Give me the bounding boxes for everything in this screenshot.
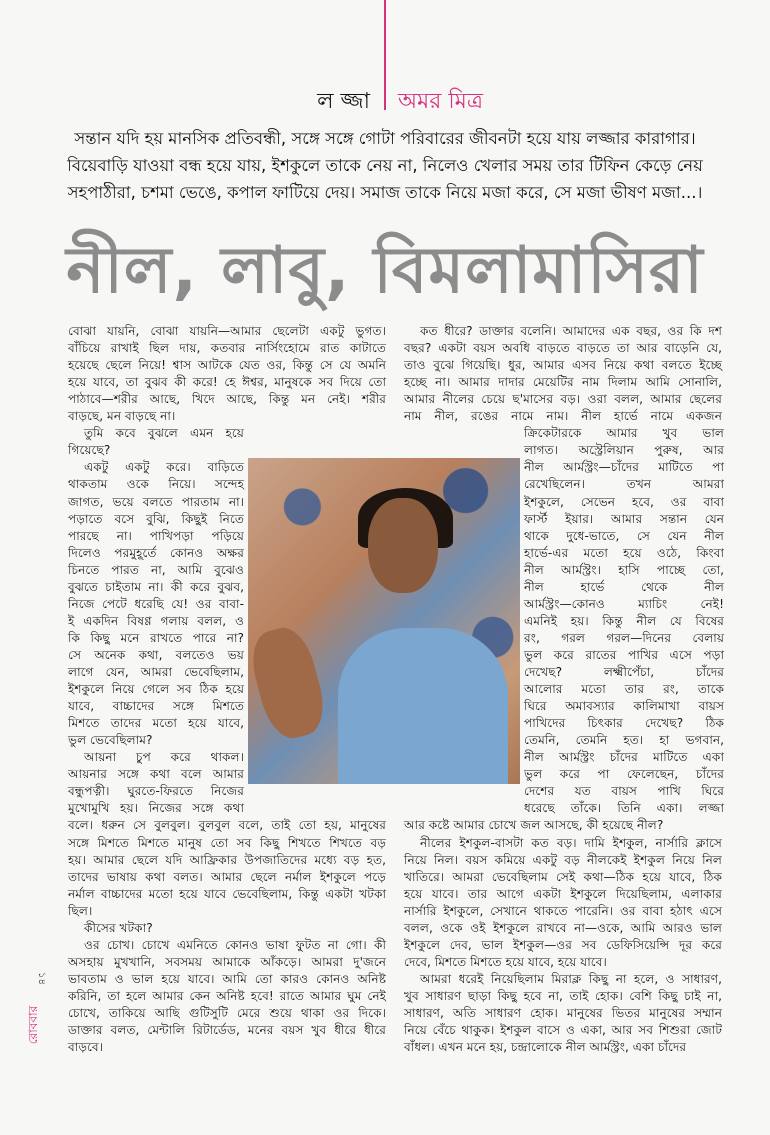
text-line: দেশের যত বায়স পাখি ঘিরে [524, 784, 724, 799]
magazine-name: রোববার [26, 1005, 41, 1045]
text-line: কত ধীরে? ডাক্তার বলেনি। আমাদের এক বছর, ওর কি দশ [420, 324, 722, 338]
text-line: নীল আর্মস্ট্রং চাঁদের মাটিতে একা [524, 750, 724, 765]
text-line: সে অনেক কথা, বলতেও ভয় [68, 647, 244, 662]
text-line: ই একদিন বিষণ্ণ গলায় বলল, ও [68, 613, 244, 628]
text-line: পাঠাবে—শরীর আছে, খিদে আছে, কিন্তু মন নেই। শরীর [68, 392, 386, 407]
text-line: বন্ধুপত্নী। ঘুরতে-ফিরতে নিজের [68, 784, 244, 799]
text-line: নিয়ে নিল। বয়স কমিয়ে একটু বড় নীলকেই ইশকুল নিয়ে নিল [404, 852, 722, 867]
text-line: অসহায় মুখখানি, সবসময় আমাকে আঁকড়ে। আমরা দু'জনে [68, 954, 386, 969]
text-line: আর্মস্ট্রং—কোনও ম্যাচিং নেই! [524, 596, 724, 611]
text-line: ভুল ভেবেছিলাম? [68, 733, 153, 748]
text-line: বলল, ওকে ওই ইশকুলে রাখবে না—ওকে, আমি আরও ভাল [404, 920, 722, 935]
header-divider [384, 0, 386, 110]
text-line: নিজে পেটে ধরেছি যে! ওর বাবা- [68, 596, 244, 611]
text-line: থাকতাম ওকে নিয়ে। সন্দেহ [68, 477, 244, 492]
page-number: ১৪ [35, 972, 47, 985]
text-line: হয়। আমার ছেলে যদি আফ্রিকার উপজাতিদের মধ্যে বড় হত, [68, 852, 386, 867]
text-line: সঙ্গে মিশতে মিশতে মানুষ তো সব কিছু শিখতে শিখতে বড় [68, 835, 386, 850]
article-photo [248, 458, 520, 784]
text-line: এমনিই হয়। কিন্তু নীল যে বিষের [524, 613, 724, 628]
text-line: নীল আর্মস্ট্রং। হাসি পাচ্ছে তো, [524, 562, 724, 577]
text-line: হয়ে যাবে। তার আগে একটা ইশকুলে দিয়েছিলাম, এলাকার [404, 886, 722, 901]
text-line: চোখে, তাকিয়ে আছি গুটিসুটি মেরে শুয়ে থাকা ওর দিকে। [68, 1006, 386, 1020]
text-line: তেমনি, তেমনি হত। হা ভগবান, [524, 733, 724, 748]
text-line: ভাবতাম ও ভাল হয়ে যাবে। আমি তো কারও কোনও অনিষ্ট [68, 971, 386, 986]
text-line: নাম নীল, রঙের নামে নাম। নীল হার্ভে নামে একজন [404, 409, 722, 424]
text-line: রেখেছিলেন। তখন আমরা [524, 477, 724, 492]
text-line: তাও বুঝে গিয়েছি। ধুর, আমার এসব নিয়ে কথা বলতে ইচ্ছে [404, 358, 722, 373]
text-line: ক্রিকেটারকে আমার খুব ভাল [524, 426, 724, 441]
text-line: দেখেছ? লক্ষ্মীপেঁচা, চাঁদের [524, 665, 724, 679]
text-line: আমরা ধরেই নিয়েছিলাম মিরাক্ল কিছু না হলে, ও সাধারণ, [420, 971, 722, 986]
section-label: ল জ্জা [317, 89, 370, 114]
text-line: বুঝতে চাইতাম না। কী করে বুঝব, [68, 579, 244, 594]
text-line: ইশকুলে, সেভেন হবে, ওর বাবা [524, 494, 724, 509]
text-line: নীল আর্মস্ট্রং—চাঁদের মাটিতে পা [524, 460, 724, 475]
text-line: ওর চোখ। চোখে এমনিতে কোনও ভাষা ফুটত না গো। কী [84, 937, 386, 952]
text-line: পারছে না। পাখিপড়া পড়িয়ে [68, 528, 244, 543]
article-title: নীল, লাবু, বিমলামাসিরা [66, 234, 704, 308]
text-line: ছিল। [68, 903, 93, 918]
text-line: সাধারণ, অতি সাধারণ হোক। মানুষের ভিতর মানুষের সম্মান [404, 1006, 722, 1020]
page-sidebar [28, 970, 58, 1070]
intro-standfirst [60, 125, 710, 206]
text-line: জাগত, ভয়ে বলতে পারতাম না। [68, 494, 244, 509]
text-line: লাগত। অস্ট্রেলিয়ান পুরুষ, আর [524, 443, 724, 458]
text-line: ভুল করে পা ফেলেছেন, চাঁদের [524, 767, 724, 782]
text-line: আর কষ্টে আমার চোখে জল আসছে, কী হয়েছে নীল? [404, 818, 664, 833]
text-line: নীল হার্ভে থেকে নীল [524, 579, 724, 594]
text-line: কি কিছু মনে রাখতে পারে না? [68, 630, 244, 645]
text-line: রং, গরল গরল—দিনের বেলায় [524, 630, 724, 645]
text-line: হয়ে যাবে, তা বুঝব কী করে! হে ঈশ্বর, মানুষকে সব দিয়ে তো [68, 375, 386, 390]
text-line: যাবে, বাচ্চাদের সঙ্গে মিশতে [68, 699, 244, 714]
text-line: মিশতে তাদের মতো হয়ে যাবে, [68, 716, 244, 731]
text-line: ভুল করে রাতের পাখির এসে পড়া [524, 647, 724, 662]
text-line: তাদের ভাষায় কথা বলত। আমার ছেলে নর্মাল ইশকুলে পড়ে [68, 869, 386, 884]
text-line: মুখোমুখি হয়। নিজের সঙ্গে কথা [68, 801, 244, 816]
text-line: ঘিরে অমাবস্যার কালিমাখা বায়স [524, 699, 724, 714]
text-line: নীলের ইশকুল-বাসটা কত বড়। দামি ইশকুল, নার্সারি ক্লাসে [420, 835, 722, 850]
text-line: বলে। ধরুন সে বুলবুল। বুলবুল বলে, তাই তো হয়, মানুষের [68, 818, 386, 833]
text-line: বাঁধল। এখন মনে হয়, চন্দ্রালোকে নীল আর্মস্ট্রং, একা চাঁদের [404, 1040, 687, 1055]
text-line: বোঝা যায়নি, বোঝা যায়নি—আমার ছেলেটা একটু ভুগত। [68, 324, 386, 338]
text-line: ফার্স্ট ইয়ার। আমার সন্তান যেন [524, 511, 724, 526]
text-line: ইশকুলে নিয়ে গেলে সব ঠিক হয়ে [68, 682, 244, 697]
text-line: বাড়ছে, মন বাড়ছে না। [68, 409, 176, 424]
text-line: দিলেও পরমুহূর্তে কোনও অক্ষর [68, 545, 244, 560]
intro-line: সহপাঠীরা, চশমা ভেঙে, কপাল ফাটিয়ে দেয়। সমাজ তাকে নিয়ে মজা করে, সে মজা ভীষণ মজা...। [67, 183, 703, 202]
text-line: হার্ভে-এর মতো হয়ে ওঠে, কিংবা [524, 545, 724, 560]
text-line: নিয়ে বেঁচে থাকুক। ইশকুল বাসে ও একা, আর সব শিশুরা জোট [404, 1023, 722, 1038]
text-line: খাতিরে। আমরা ভেবেছিলাম সেই কথা—ঠিক হয়ে যাবে, ঠিক [404, 869, 722, 884]
text-line: করিনি, তা হলে আমার কেন অনিষ্ট হবে! রাতে আমার ঘুম নেই [68, 988, 386, 1003]
text-line: একটু একটু করে। বাড়িতে [84, 460, 244, 475]
text-line: দেবে, মিশতে মিশতে হয়ে যাবে, হয়ে যাবে। [404, 954, 607, 969]
text-line: কীসের খটকা? [84, 920, 153, 935]
text-line: আমার নীলের চেয়ে ছ'মাসের বড়। ওরা বলল, আমার ছেলের [404, 392, 722, 407]
text-line: পাখিদের চিৎকার দেখেছ? ঠিক [524, 716, 724, 731]
text-line: থাকে দুধে-ভাতে, সে যেন নীল [524, 528, 724, 543]
text-line: আয়না চুপ করে থাকল। [84, 750, 244, 765]
text-line: খুব সাধারণ ছাড়া কিছু হবে না, তাই হোক। বেশি কিছু চাই না, [404, 988, 722, 1003]
text-line: হয়েছে ছেলে নিয়ে! শ্বাস আটকে যেত ওর, কিন্তু সে যে অমনি [68, 358, 386, 373]
text-line: বছর? একটা বয়স অবধি বাড়তে বাড়তে তা আর বাড়েনি যে, [404, 341, 722, 356]
text-line: চিনতে পারত না, আমি বুঝেও [68, 562, 244, 577]
text-line: বাড়বে। [68, 1040, 104, 1055]
text-line: নর্মাল বাচ্চাদের মতো হয়ে যাবে ভেবেছিলাম, কিন্তু একটা খটকা [68, 886, 386, 901]
intro-line: সন্তান যদি হয় মানসিক প্রতিবন্ধী, সঙ্গে সঙ্গে গোটা পরিবারের জীবনটা হয়ে যায় লজ্জার কারাগার। [74, 129, 696, 148]
text-line: আয়নার সঙ্গে কথা বলে আমার [68, 767, 244, 782]
text-line: পড়াতে বসে বুঝি, কিছুই নিতে [68, 511, 244, 526]
text-line: লাগে যেন, আমরা ভেবেছিলাম, [68, 665, 244, 679]
intro-line: বিয়েবাড়ি যাওয়া বন্ধ হয়ে যায়, ইশকুলে তাকে নেয় না, নিলেও খেলার সময় তার টিফিন কেড়ে নেয় [67, 156, 703, 175]
text-line: আলোর মতো তার রং, তাকে [524, 682, 724, 697]
text-line: তুমি কবে বুঝলে এমন হয়ে [84, 426, 244, 441]
text-line: গিয়েছে? [68, 443, 111, 458]
text-line: নার্সারি ইশকুলে, সেখানে থাকতে পারেনি। ওর বাবা হঠাৎ এসে [404, 903, 722, 918]
text-line: ধরেছে তাঁকে। তিনি একা। লজ্জা [524, 801, 724, 816]
text-line: ইশকুলে দেব, ভাল ইশকুল—ওর সব ডেফিসিয়েন্সি দূর করে [404, 937, 722, 952]
author-name: অমর মিত্র [398, 89, 484, 114]
text-line: ডাক্তার বলত, মেন্টালি রিটার্ডেড, মনের বয়স খুব ধীরে ধীরে [68, 1023, 386, 1038]
text-line: হচ্ছে না। আমার দাদার মেয়েটির নাম দিলাম আমি সোনালি, [404, 375, 722, 390]
text-line: বাঁচিয়ে রাখাই ছিল দায়, কতবার নার্সিংহোমে রাত কাটাতে [68, 341, 386, 356]
